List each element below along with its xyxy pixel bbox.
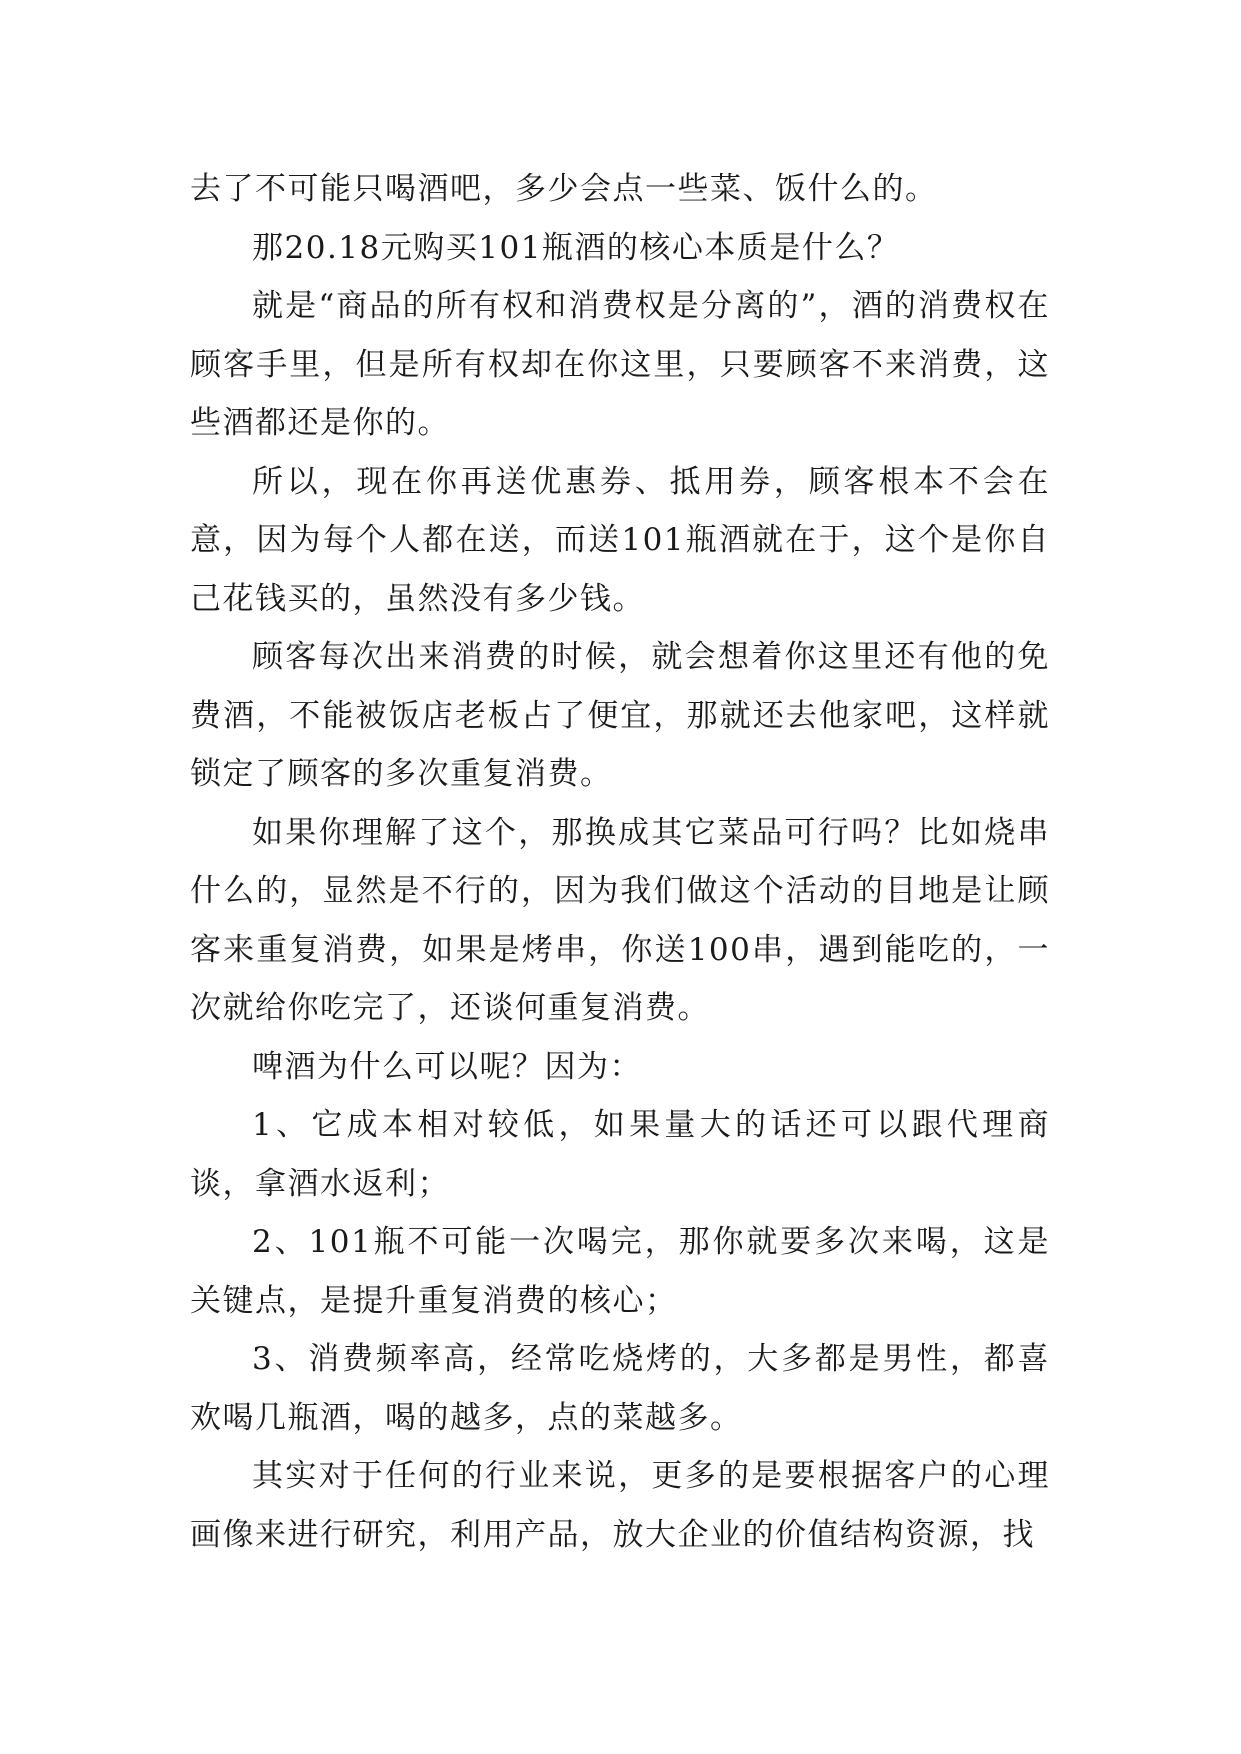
paragraph-7: 啤酒为什么可以呢？因为： <box>252 1048 642 1085</box>
paragraph-10: 3、消费频率高，经常吃烧烤的，大多都是男性，都喜欢喝几瓶酒，喝的越多，点的菜越多。 <box>190 1341 1050 1436</box>
paragraph-9: 2、101瓶不可能一次喝完，那你就要多次来喝，这是关键点，是提升重复消费的核心； <box>190 1224 1050 1319</box>
paragraph-5: 顾客每次出来消费的时候，就会想着你这里还有他的免费酒，不能被饭店老板占了便宜，那就还去他家吧，这样就锁定了顾客的多次重复消费。 <box>190 639 1050 792</box>
paragraph-8: 1、它成本相对较低，如果量大的话还可以跟代理商谈，拿酒水返利； <box>190 1107 1050 1202</box>
paragraph-3: 就是“商品的所有权和消费权是分离的”，酒的消费权在顾客手里，但是所有权却在你这里，只要顾客不来消费，这些酒都还是你的。 <box>190 288 1050 441</box>
paragraph-6: 如果你理解了这个，那换成其它菜品可行吗？比如烧串什么的，显然是不行的，因为我们做这个活动的目地是让顾客来重复消费，如果是烤串，你送100串，遇到能吃的，一次就给你吃完了，还谈何重复消费。 <box>190 814 1050 1026</box>
paragraph-4: 所以，现在你再送优惠券、抵用券，顾客根本不会在意，因为每个人都在送，而送101瓶酒就在于，这个是你自己花钱买的，虽然没有多少钱。 <box>190 463 1050 617</box>
document-body <box>190 160 1050 1564</box>
paragraph-11: 其实对于任何的行业来说，更多的是要根据客户的心理画像来进行研究，利用产品，放大企业的价值结构资源，找 <box>190 1458 1050 1553</box>
paragraph-1: 去了不可能只喝酒吧，多少会点一些菜、饭什么的。 <box>190 171 938 207</box>
paragraph-2: 那20.18元购买101瓶酒的核心本质是什么？ <box>252 229 900 266</box>
